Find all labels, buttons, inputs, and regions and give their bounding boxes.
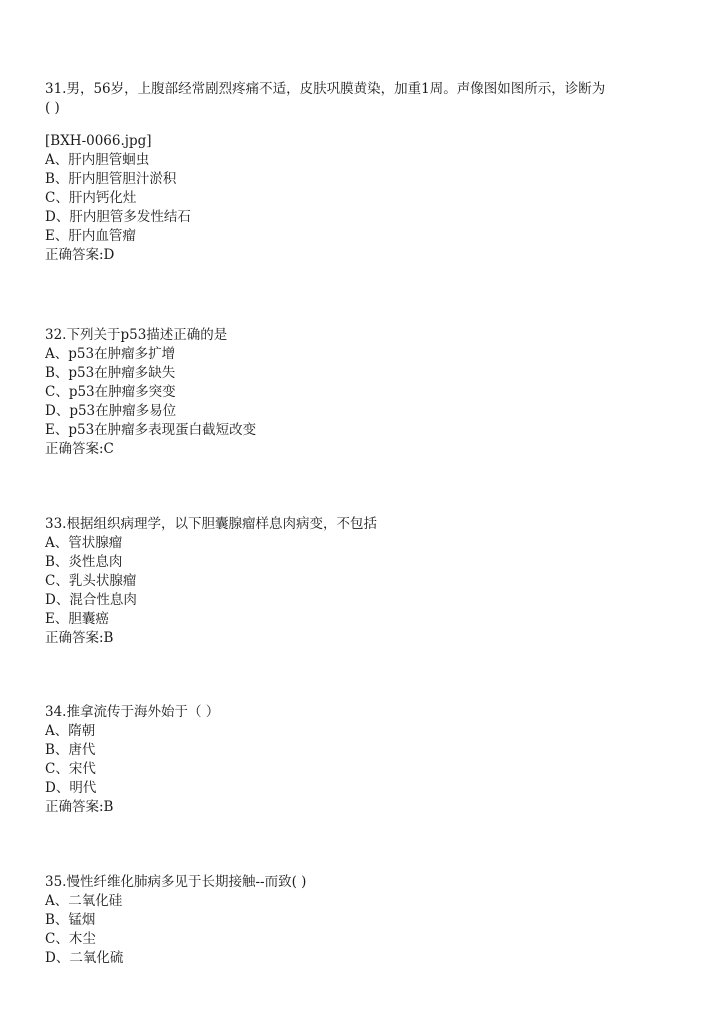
question-31 xyxy=(45,80,685,265)
option-e: E、肝内血管瘤 xyxy=(45,228,136,244)
option-e: E、胆囊癌 xyxy=(45,611,109,627)
option-a: A、隋朝 xyxy=(45,723,96,739)
question-33 xyxy=(45,515,685,648)
option-d: D、肝内胆管多发性结石 xyxy=(45,209,191,225)
question-stem: 33.根据组织病理学，以下胆囊腺瘤样息肉病变，不包括 xyxy=(45,516,377,532)
option-a: A、p53在肿瘤多扩增 xyxy=(45,346,176,362)
correct-answer: 正确答案:B xyxy=(45,799,114,815)
question-32 xyxy=(45,326,685,459)
question-stem: 31.男，56岁，上腹部经常剧烈疼痛不适，皮肤巩膜黄染，加重1周。声像图如图所示，诊断为 xyxy=(45,81,606,97)
image-reference: [BXH-0066.jpg] xyxy=(45,133,152,149)
option-b: B、炎性息肉 xyxy=(45,554,123,570)
question-stem: 32.下列关于p53描述正确的是 xyxy=(45,327,228,343)
option-c: C、宋代 xyxy=(45,761,96,777)
option-a: A、二氧化硅 xyxy=(45,893,123,909)
question-35 xyxy=(45,873,685,968)
question-stem-continuation: ( ) xyxy=(45,100,60,116)
option-c: C、肝内钙化灶 xyxy=(45,190,137,206)
option-e: E、p53在肿瘤多表现蛋白截短改变 xyxy=(45,422,257,438)
option-b: B、p53在肿瘤多缺失 xyxy=(45,365,176,381)
option-c: C、乳头状腺瘤 xyxy=(45,573,137,589)
question-34 xyxy=(45,703,685,817)
question-stem: 35.慢性纤维化肺病多见于长期接触--而致( ) xyxy=(45,874,307,890)
option-d: D、p53在肿瘤多易位 xyxy=(45,403,177,419)
option-c: C、木尘 xyxy=(45,931,96,947)
option-b: B、唐代 xyxy=(45,742,96,758)
option-d: D、混合性息肉 xyxy=(45,592,137,608)
option-d: D、二氧化硫 xyxy=(45,950,124,966)
correct-answer: 正确答案:C xyxy=(45,441,114,457)
option-a: A、管状腺瘤 xyxy=(45,535,123,551)
option-b: B、锰烟 xyxy=(45,912,96,928)
correct-answer: 正确答案:B xyxy=(45,630,114,646)
question-stem: 34.推拿流传于海外始于（ ） xyxy=(45,704,220,720)
correct-answer: 正确答案:D xyxy=(45,247,115,263)
option-b: B、肝内胆管胆汁淤积 xyxy=(45,171,177,187)
option-d: D、明代 xyxy=(45,780,97,796)
option-c: C、p53在肿瘤多突变 xyxy=(45,384,176,400)
option-a: A、肝内胆管蛔虫 xyxy=(45,152,150,168)
